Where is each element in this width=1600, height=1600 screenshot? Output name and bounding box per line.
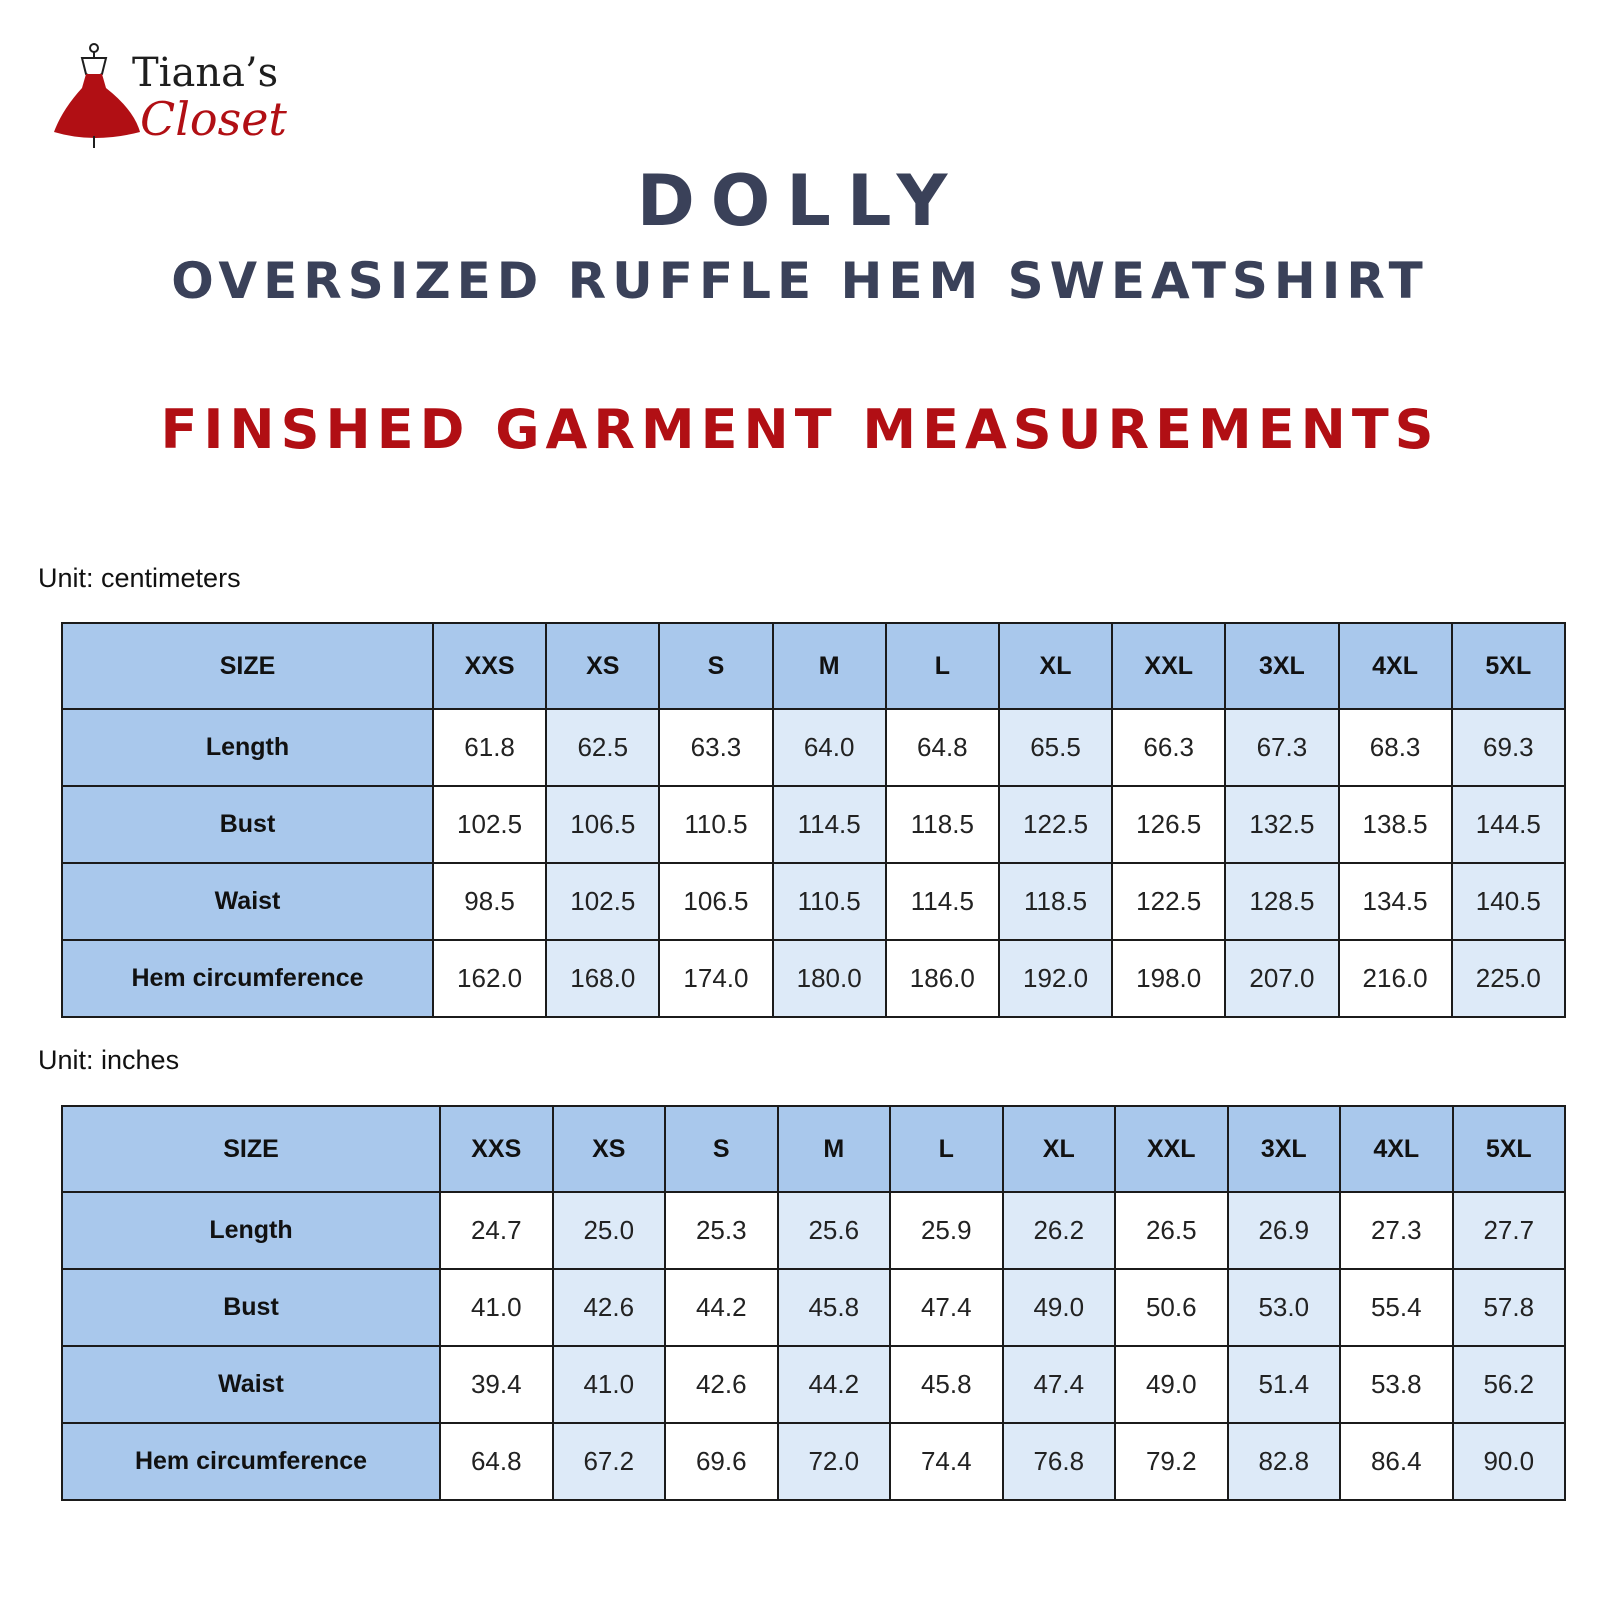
- table-cell: 47.4: [1003, 1346, 1116, 1423]
- table-cell: 72.0: [778, 1423, 891, 1500]
- header-cell: 4XL: [1339, 623, 1452, 709]
- table-row: [62, 709, 1565, 786]
- table-row: [62, 1346, 1565, 1423]
- header-cell: XL: [999, 623, 1112, 709]
- header-cell: 3XL: [1228, 1106, 1341, 1192]
- table-cell: 86.4: [1340, 1423, 1453, 1500]
- header-cell: SIZE: [62, 1106, 440, 1192]
- table-cell: 26.5: [1115, 1192, 1228, 1269]
- table-cell: 67.2: [553, 1423, 666, 1500]
- table-cell: 69.3: [1452, 709, 1565, 786]
- dress-form-icon: [52, 40, 142, 150]
- table-cell: 27.7: [1453, 1192, 1566, 1269]
- table-cell: 51.4: [1228, 1346, 1341, 1423]
- header-cell: SIZE: [62, 623, 433, 709]
- table-cell: 198.0: [1112, 940, 1225, 1017]
- size-table-inches: [61, 1105, 1566, 1501]
- table-cell: 67.3: [1225, 709, 1338, 786]
- row-label: Waist: [62, 863, 433, 940]
- header-cell: M: [778, 1106, 891, 1192]
- table-cell: 128.5: [1225, 863, 1338, 940]
- table-cell: 64.8: [886, 709, 999, 786]
- row-label: Hem circumference: [62, 1423, 440, 1500]
- header-cell: XL: [1003, 1106, 1116, 1192]
- table-cell: 45.8: [778, 1269, 891, 1346]
- table-cell: 39.4: [440, 1346, 553, 1423]
- product-subtitle: OVERSIZED RUFFLE HEM SWEATSHIRT: [171, 252, 1429, 310]
- table-cell: 42.6: [553, 1269, 666, 1346]
- header-cell: XXS: [440, 1106, 553, 1192]
- table-cell: 118.5: [886, 786, 999, 863]
- row-label: Hem circumference: [62, 940, 433, 1017]
- header-row: [62, 623, 1565, 709]
- brand-name-line1: Tiana’s: [132, 50, 279, 96]
- table-cell: 110.5: [659, 786, 772, 863]
- table-cell: 45.8: [890, 1346, 1003, 1423]
- table-cell: 118.5: [999, 863, 1112, 940]
- table-cell: 44.2: [665, 1269, 778, 1346]
- table-cell: 44.2: [778, 1346, 891, 1423]
- header-cell: 4XL: [1340, 1106, 1453, 1192]
- header-cell: XXS: [433, 623, 546, 709]
- table-cell: 114.5: [886, 863, 999, 940]
- header-cell: L: [886, 623, 999, 709]
- table-cell: 168.0: [546, 940, 659, 1017]
- table-cell: 126.5: [1112, 786, 1225, 863]
- table-cell: 49.0: [1003, 1269, 1116, 1346]
- header-cell: S: [665, 1106, 778, 1192]
- table-cell: 174.0: [659, 940, 772, 1017]
- table-cell: 82.8: [1228, 1423, 1341, 1500]
- table-cell: 90.0: [1453, 1423, 1566, 1500]
- table-cell: 26.9: [1228, 1192, 1341, 1269]
- table-cell: 98.5: [433, 863, 546, 940]
- header-cell: XS: [546, 623, 659, 709]
- unit-label-centimeters: Unit: centimeters: [38, 563, 241, 593]
- header-cell: 5XL: [1453, 1106, 1566, 1192]
- table-cell: 216.0: [1339, 940, 1452, 1017]
- table-row: [62, 863, 1565, 940]
- table-cell: 144.5: [1452, 786, 1565, 863]
- table-cell: 106.5: [659, 863, 772, 940]
- table-cell: 64.8: [440, 1423, 553, 1500]
- table-cell: 66.3: [1112, 709, 1225, 786]
- table-row: [62, 786, 1565, 863]
- table-cell: 27.3: [1340, 1192, 1453, 1269]
- table-cell: 53.0: [1228, 1269, 1341, 1346]
- table-cell: 76.8: [1003, 1423, 1116, 1500]
- table-cell: 56.2: [1453, 1346, 1566, 1423]
- header-cell: S: [659, 623, 772, 709]
- table-cell: 41.0: [440, 1269, 553, 1346]
- table-cell: 25.3: [665, 1192, 778, 1269]
- row-label: Length: [62, 709, 433, 786]
- table-cell: 64.0: [773, 709, 886, 786]
- brand-name-line2: Closet: [140, 92, 287, 146]
- table-row: [62, 1269, 1565, 1346]
- row-label: Waist: [62, 1346, 440, 1423]
- table-cell: 41.0: [553, 1346, 666, 1423]
- table-cell: 122.5: [999, 786, 1112, 863]
- table-cell: 61.8: [433, 709, 546, 786]
- product-title: DOLLY: [636, 160, 964, 242]
- header-cell: XS: [553, 1106, 666, 1192]
- header-row: [62, 1106, 1565, 1192]
- header-cell: XXL: [1112, 623, 1225, 709]
- table-cell: 57.8: [1453, 1269, 1566, 1346]
- table-cell: 140.5: [1452, 863, 1565, 940]
- header-cell: L: [890, 1106, 1003, 1192]
- section-heading: FINSHED GARMENT MEASUREMENTS: [160, 398, 1440, 461]
- table-row: [62, 940, 1565, 1017]
- table-cell: 55.4: [1340, 1269, 1453, 1346]
- table-cell: 106.5: [546, 786, 659, 863]
- header-cell: XXL: [1115, 1106, 1228, 1192]
- header-cell: M: [773, 623, 886, 709]
- table-cell: 110.5: [773, 863, 886, 940]
- table-cell: 102.5: [433, 786, 546, 863]
- table-cell: 122.5: [1112, 863, 1225, 940]
- table-cell: 225.0: [1452, 940, 1565, 1017]
- table-cell: 134.5: [1339, 863, 1452, 940]
- table-cell: 50.6: [1115, 1269, 1228, 1346]
- table-cell: 102.5: [546, 863, 659, 940]
- table-cell: 65.5: [999, 709, 1112, 786]
- table-cell: 138.5: [1339, 786, 1452, 863]
- table-cell: 49.0: [1115, 1346, 1228, 1423]
- table-cell: 25.9: [890, 1192, 1003, 1269]
- table-cell: 47.4: [890, 1269, 1003, 1346]
- table-cell: 162.0: [433, 940, 546, 1017]
- table-cell: 62.5: [546, 709, 659, 786]
- row-label: Bust: [62, 786, 433, 863]
- table-cell: 26.2: [1003, 1192, 1116, 1269]
- table-cell: 68.3: [1339, 709, 1452, 786]
- table-cell: 69.6: [665, 1423, 778, 1500]
- table-cell: 186.0: [886, 940, 999, 1017]
- table-cell: 74.4: [890, 1423, 1003, 1500]
- table-cell: 42.6: [665, 1346, 778, 1423]
- table-cell: 24.7: [440, 1192, 553, 1269]
- table-cell: 207.0: [1225, 940, 1338, 1017]
- header-cell: 3XL: [1225, 623, 1338, 709]
- brand-logo: [52, 40, 292, 160]
- row-label: Length: [62, 1192, 440, 1269]
- table-row: [62, 1192, 1565, 1269]
- header-cell: 5XL: [1452, 623, 1565, 709]
- table-cell: 180.0: [773, 940, 886, 1017]
- table-cell: 25.6: [778, 1192, 891, 1269]
- table-cell: 132.5: [1225, 786, 1338, 863]
- table-cell: 53.8: [1340, 1346, 1453, 1423]
- table-row: [62, 1423, 1565, 1500]
- table-cell: 79.2: [1115, 1423, 1228, 1500]
- table-cell: 25.0: [553, 1192, 666, 1269]
- table-cell: 114.5: [773, 786, 886, 863]
- unit-label-inches: Unit: inches: [38, 1045, 180, 1075]
- table-cell: 192.0: [999, 940, 1112, 1017]
- table-cell: 63.3: [659, 709, 772, 786]
- size-table-centimeters: [61, 622, 1566, 1018]
- row-label: Bust: [62, 1269, 440, 1346]
